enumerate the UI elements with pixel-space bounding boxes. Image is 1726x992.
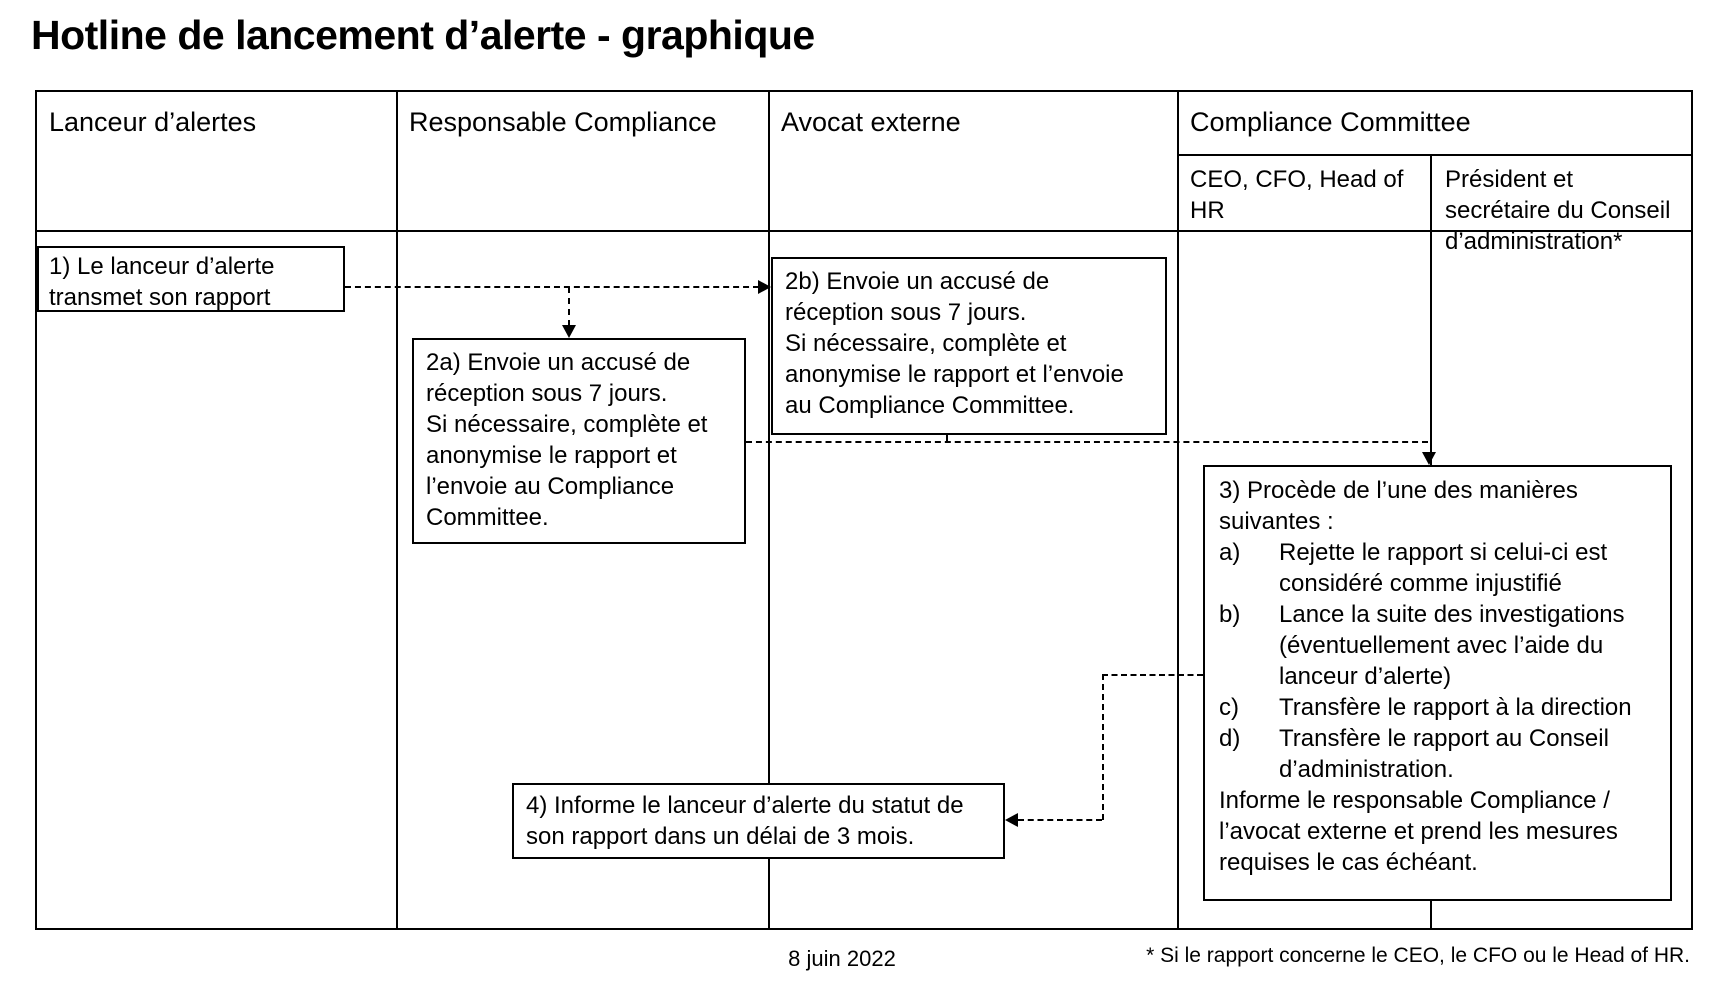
lane-header-responsable: Responsable Compliance xyxy=(409,107,717,137)
divider-col3-col4 xyxy=(1177,92,1179,928)
step3-item-a-marker: a) xyxy=(1219,539,1241,566)
date-label: 8 juin 2022 xyxy=(788,946,896,971)
step2b-line1: 2b) Envoie un accusé de réception sous 7 jours. xyxy=(785,268,1050,326)
step3-item-a xyxy=(1219,537,1656,599)
step3-item-b-marker: b) xyxy=(1219,601,1241,628)
connector-step1-to-step2b xyxy=(345,286,759,288)
arrowhead-into-step4 xyxy=(1005,813,1018,827)
connector-step3-down xyxy=(1102,674,1104,820)
lane-header-lanceur: Lanceur d’alertes xyxy=(49,107,257,137)
connector-step2-to-committee xyxy=(746,441,1428,443)
step2a-line2: Si nécessaire, complète et anonymise le rapport et l’envoie au Compliance Committee. xyxy=(426,411,708,531)
step3-item-c xyxy=(1219,692,1656,723)
connector-branch-to-step2a xyxy=(568,287,570,326)
page-title: Hotline de lancement d’alerte - graphique xyxy=(31,12,815,58)
arrowhead-into-step3 xyxy=(1422,452,1436,465)
header-bottom-line xyxy=(37,230,1691,232)
step2b-line2: Si nécessaire, complète et anonymise le rapport et l’envoie au Compliance Committee. xyxy=(785,330,1124,419)
arrowhead-into-step2a xyxy=(562,325,576,338)
step3-item-d xyxy=(1219,723,1656,785)
step3-item-d-text: Transfère le rapport au Conseil d’administration. xyxy=(1279,725,1609,783)
step3-item-d-marker: d) xyxy=(1219,725,1241,752)
step4-text: 4) Informe le lanceur d’alerte du statut de son rapport dans un délai de 3 mois. xyxy=(526,792,964,850)
step1-text: 1) Le lanceur d’alerte transmet son rapport xyxy=(49,253,275,311)
committee-subheader-ceo: CEO, CFO, Head of HR xyxy=(1190,166,1404,224)
box-step1 xyxy=(37,246,345,312)
step3-item-a-text: Rejette le rapport si celui-ci est considéré comme injustifié xyxy=(1279,539,1608,597)
step3-item-b xyxy=(1219,599,1656,692)
step3-item-c-text: Transfère le rapport à la direction xyxy=(1279,694,1632,721)
step3-item-b-text: Lance la suite des investigations (éventuellement avec l’aide du lanceur d’alerte) xyxy=(1279,601,1625,690)
arrowhead-into-step2b xyxy=(758,280,771,294)
step3-item-c-marker: c) xyxy=(1219,694,1239,721)
connector-into-step4 xyxy=(1018,819,1102,821)
lane-header-committee: Compliance Committee xyxy=(1190,107,1471,137)
committee-subheader-line xyxy=(1177,154,1691,156)
divider-col1-col2 xyxy=(396,92,398,928)
box-step2a xyxy=(412,338,746,544)
step2a-line1: 2a) Envoie un accusé de réception sous 7 jours. xyxy=(426,349,691,407)
footnote-text: * Si le rapport concerne le CEO, le CFO ou le Head of HR. xyxy=(1146,944,1690,967)
box-step2b xyxy=(771,257,1167,435)
step3-outro: Informe le responsable Compliance / l’avocat externe et prend les mesures requises le cas échéant. xyxy=(1219,787,1618,876)
step3-intro: 3) Procède de l’une des manières suivantes : xyxy=(1219,477,1578,535)
box-step4 xyxy=(512,783,1005,859)
box-step3 xyxy=(1203,465,1672,901)
committee-subheader-president: Président et secrétaire du Conseil d’administration* xyxy=(1445,166,1671,255)
connector-step3-exit xyxy=(1102,674,1203,676)
lane-header-avocat: Avocat externe xyxy=(781,107,961,137)
